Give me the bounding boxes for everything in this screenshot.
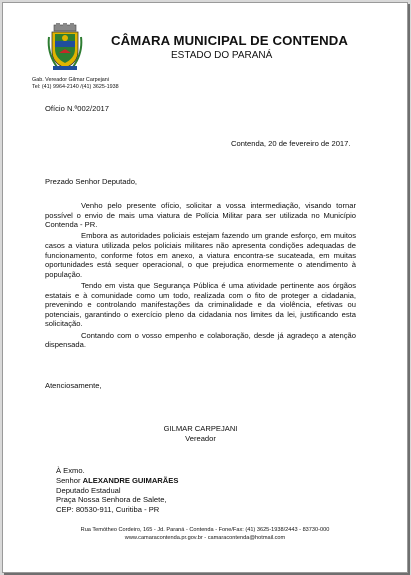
- paragraph: Tendo em vista que Segurança Pública é uma atividade pertinente aos órgãos estatais e à comunidade como um todo, realizada com o fito de proteger a cidadania, prevenindo e controlando manifestações da criminalidade e da violência, efetivas ou potenciais, garantindo o exercício pleno da cidadania nos limites da lei, justificando esta solicitação.: [45, 280, 356, 329]
- office-info: [32, 77, 119, 91]
- letter-reference: Ofício N.º002/2017: [45, 104, 109, 113]
- recipient-address: Praça Nossa Senhora de Salete,: [56, 495, 167, 505]
- paragraph: Contando com o vosso empenho e colaboração, desde já agradeço a atenção dispensada.: [45, 330, 356, 350]
- signer-title: Vereador: [185, 434, 216, 443]
- salutation: Prezado Senhor Deputado,: [45, 177, 138, 186]
- municipal-crest-icon: [47, 23, 83, 71]
- recipient-line1: À Exmo.: [56, 466, 85, 475]
- recipient-name: ALEXANDRE GUIMARÃES: [82, 475, 179, 485]
- office-name: Gab. Vereador Gilmar Carpejani: [32, 77, 110, 83]
- letter-body: [45, 201, 356, 351]
- footer-web: www.camaracontenda.pr.gov.br - camaracontenda@hotmail.com: [124, 535, 286, 541]
- chamber-title: CÂMARA MUNICIPAL DE CONTENDA: [111, 33, 348, 48]
- letter-date: Contenda, 20 de fevereiro de 2017.: [231, 139, 351, 148]
- recipient-role: Deputado Estadual: [56, 485, 121, 495]
- state-name: ESTADO DO PARANÁ: [171, 50, 273, 61]
- recipient-prefix: Senhor: [56, 475, 81, 485]
- recipient-block: [56, 466, 178, 515]
- signer-name: GILMAR CARPEJANI: [163, 424, 238, 433]
- recipient-cep: CEP: 80530-911, Curitiba - PR: [56, 505, 160, 515]
- paragraph: Embora as autoridades policiais estejam fazendo um grande esforço, em muitos casos a viatura utilizada pelos policiais militares não apresenta condições adequadas de funcionamento, conforme fotos em anexo, a viatura encontra-se sucateada, em muitas oportunidades está sequer operacional, o que prejudica enormemente o atendimento à população.: [45, 231, 356, 279]
- recipient-name-line: [56, 476, 178, 486]
- signature-block: [45, 424, 356, 444]
- office-phone: Tel: (41) 9964-2140 /(41) 3625-1938: [32, 84, 119, 90]
- letter-page: [2, 2, 408, 573]
- closing: Atenciosamente,: [45, 381, 102, 390]
- footer-address: Rua Temótheo Cordeiro, 165 - Jd. Paraná - Contenda - Fone/Fax: (41) 3625-1938/2443 - 83730-000: [80, 527, 330, 533]
- paragraph: Venho pelo presente ofício, solicitar a vossa intermediação, visando tornar possível o envio de mais uma viatura de Polícia Militar para ser utilizada no Município Contenda - PR.: [45, 201, 356, 230]
